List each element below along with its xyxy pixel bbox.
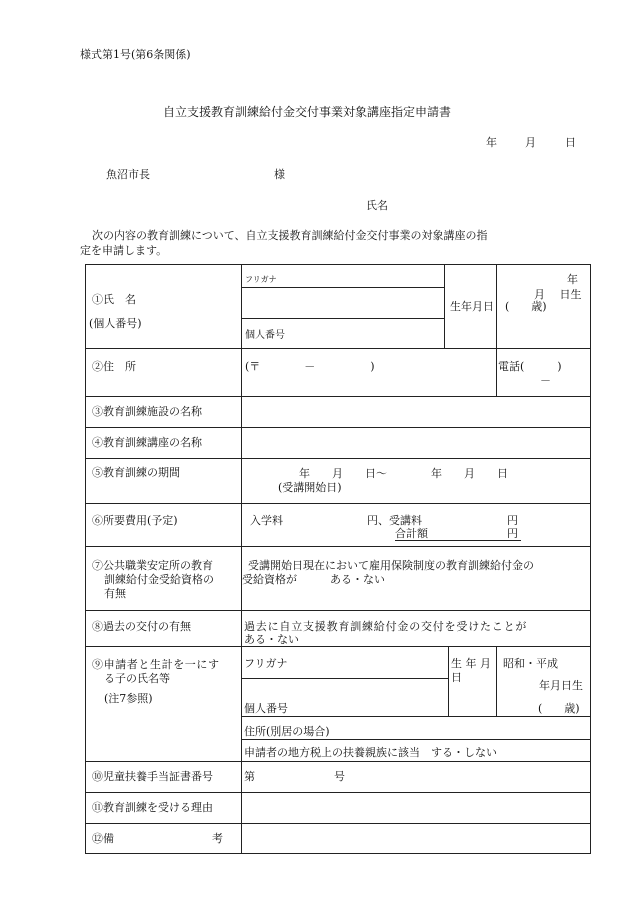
row-separator xyxy=(85,610,591,611)
form-number: 様式第1号(第6条関係) xyxy=(80,48,191,61)
table-border-left xyxy=(85,264,86,854)
furigana-label: フリガナ xyxy=(245,275,277,284)
entry-fee-label: 入学料 xyxy=(250,514,283,527)
period-start-note: (受講開始日) xyxy=(278,481,342,494)
certificate-number-suffix: 号 xyxy=(334,770,345,783)
cell-divider xyxy=(496,264,497,349)
row-separator xyxy=(85,823,591,824)
child-furigana-divider xyxy=(242,678,448,679)
child-birth-label-line1: 生 年 月 xyxy=(451,657,491,670)
past-grant-content-line2: ある・ない xyxy=(244,633,299,646)
cell-divider xyxy=(496,646,497,716)
phone-label: 電話( ) xyxy=(498,360,562,373)
intro-text-line2: 定を申請します。 xyxy=(80,244,168,257)
row-separator xyxy=(85,458,591,459)
date-year-label: 年 xyxy=(486,136,497,149)
cell-divider xyxy=(444,264,445,349)
child-furigana-label: フリガナ xyxy=(244,657,288,670)
birthdate-label: 生年月日 xyxy=(450,300,494,313)
table-border-right xyxy=(590,264,591,854)
date-day-label: 日 xyxy=(565,136,576,149)
certificate-number-prefix: 第 xyxy=(244,770,255,783)
training-reason-label: ⑪教育訓練を受ける理由 xyxy=(92,801,213,814)
child-row-divider xyxy=(242,739,591,740)
child-row-divider xyxy=(242,716,591,717)
child-allowance-label: ⑩児童扶養手当証書番号 xyxy=(92,770,213,783)
cell-divider xyxy=(448,646,449,716)
training-period-label: ⑤教育訓練の期間 xyxy=(92,466,180,479)
row-separator xyxy=(85,546,591,547)
total-yen: 円 xyxy=(507,527,518,540)
cell-divider xyxy=(496,348,497,397)
hellowork-label-line2: 訓練給付金受給資格の xyxy=(104,573,214,586)
applicant-name-label: 氏名 xyxy=(366,199,388,212)
cost-label: ⑥所要費用(予定) xyxy=(92,514,178,527)
hellowork-content-line1: 受講開始日現在において雇用保険制度の教育訓練給付金の xyxy=(248,559,534,572)
past-grant-label: ⑧過去の交付の有無 xyxy=(92,620,191,633)
phone-dash: － xyxy=(540,374,551,387)
row-separator xyxy=(85,348,591,349)
row-separator xyxy=(85,646,591,647)
table-border-top xyxy=(85,264,591,265)
form-title: 自立支援教育訓練給付金交付事業対象講座指定申請書 xyxy=(163,105,452,119)
child-era-options: 昭和・平成 xyxy=(503,657,558,670)
child-label-line1: ⑨申請者と生計を一にす xyxy=(92,658,220,671)
mynumber-label: 個人番号 xyxy=(245,330,285,341)
hellowork-content-line2: 受給資格が ある・ない xyxy=(242,573,385,586)
name-label: ①氏 名 xyxy=(92,293,136,306)
child-mynumber-label: 個人番号 xyxy=(244,702,288,715)
mynumber-sublabel: (個人番号) xyxy=(89,317,142,330)
furigana-underline xyxy=(242,287,444,288)
addressee: 魚沼市長 xyxy=(106,168,150,181)
total-label: 合計額 xyxy=(395,527,428,540)
birth-year-label: 年 xyxy=(567,273,578,286)
honorific: 様 xyxy=(274,168,285,181)
row-separator xyxy=(85,792,591,793)
child-age: ( 歳) xyxy=(538,702,580,715)
dependent-status: 申請者の地方税上の扶養親族に該当 する・しない xyxy=(244,746,497,759)
row-separator xyxy=(85,761,591,762)
training-period-field: 年 月 日～ 年 月 日 xyxy=(299,467,508,480)
hellowork-label-line3: 有無 xyxy=(104,587,126,600)
birth-monthday-label: 月 日生 xyxy=(534,288,582,301)
date-month-label: 月 xyxy=(525,136,536,149)
label-column-divider xyxy=(241,264,242,854)
address-label: ②住 所 xyxy=(92,360,136,373)
past-grant-content-line1: 過去に自立支援教育訓練給付金の交付を受けたことが xyxy=(244,620,528,633)
child-note: (注7参照) xyxy=(104,692,153,705)
course-name-label: ④教育訓練講座の名称 xyxy=(92,436,202,449)
course-fee-yen: 円 xyxy=(507,514,518,527)
birth-age-label: ( 歳) xyxy=(505,300,547,313)
row-separator xyxy=(85,396,591,397)
row-separator xyxy=(85,503,591,504)
table-border-bottom xyxy=(85,853,591,854)
course-fee-label: 円、受講料 xyxy=(367,514,422,527)
row-separator xyxy=(85,427,591,428)
remarks-label-right: 考 xyxy=(212,832,223,845)
postal-code-field: (〒 － ) xyxy=(245,360,375,373)
child-birth-monthday: 年月日生 xyxy=(539,679,583,692)
remarks-label-left: ⑫備 xyxy=(92,832,114,845)
hellowork-label-line1: ⑦公共職業安定所の教育 xyxy=(92,559,213,572)
child-label-line2: る子の氏名等 xyxy=(104,672,170,685)
name-mynumber-divider xyxy=(242,318,444,319)
child-address-label: 住所(別居の場合) xyxy=(244,725,330,738)
intro-text-line1: 次の内容の教育訓練について、自立支援教育訓練給付金交付事業の対象講座の指 xyxy=(92,229,488,242)
child-birth-label-line2: 日 xyxy=(451,671,462,684)
facility-name-label: ③教育訓練施設の名称 xyxy=(92,405,202,418)
